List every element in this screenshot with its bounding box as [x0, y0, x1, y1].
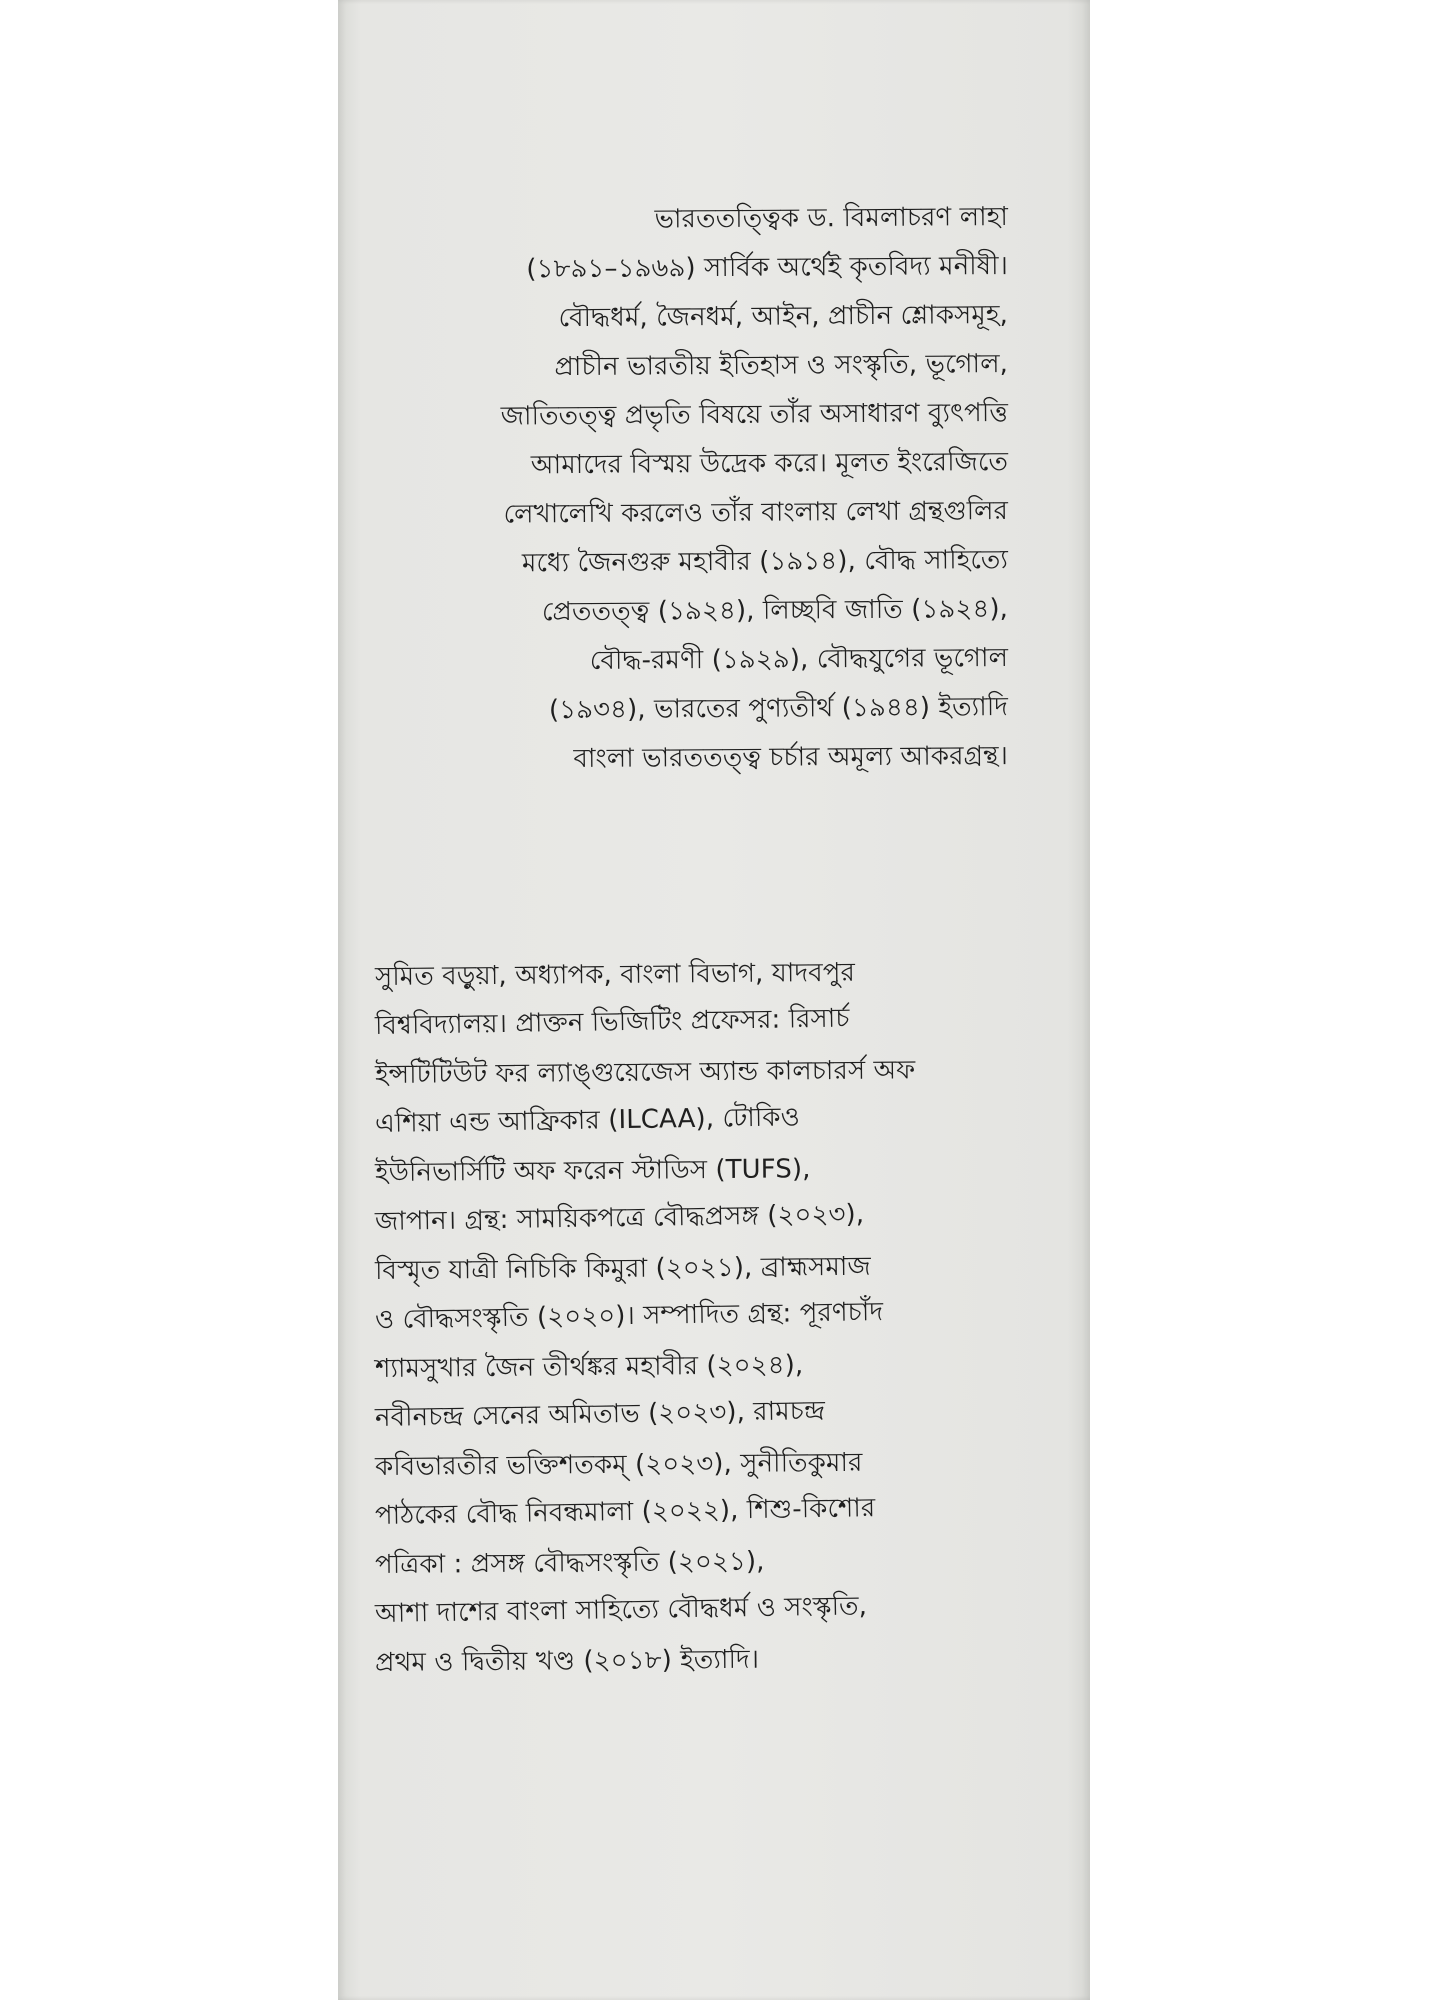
bio2-line: পাঠকের বৌদ্ধ নিবন্ধমালা (২০২২), শিশু-কিশোর [374, 1493, 876, 1531]
bio1-line: আমাদের বিস্ময় উদ্রেক করে। মূলত ইংরেজিতে [530, 447, 1009, 481]
bio1-line: প্রেততত্ত্ব (১৯২৪), লিচ্ছবি জাতি (১৯২৪), [541, 594, 1009, 628]
bio2-line: প্রথম ও দ্বিতীয় খণ্ড (২০১৮) ইত্যাদি। [374, 1644, 760, 1678]
bio2-line: বিস্মৃত যাত্রী নিচিকি কিমুরা (২০২১), ব্রাহ্মসমাজ [374, 1251, 871, 1286]
bio2-line: সুমিত বড়ুয়া, অধ্যাপক, বাংলা বিভাগ, যাদবপুর [374, 957, 856, 992]
author-bio-sumit-barua [375, 953, 1025, 1688]
bio2-line: নবীনচন্দ্র সেনের অমিতাভ (২০২৩), রামচন্দ্র [374, 1395, 826, 1433]
bio2-line: ও বৌদ্ধসংস্কৃতি (২০২০)। সম্পাদিত গ্রন্থ: পূরণচাঁদ [374, 1297, 884, 1335]
author-bio-bimalacharan-law [380, 193, 1008, 781]
bio2-line: বিশ্ববিদ্যালয়। প্রাক্তন ভিজিটিং প্রফেসর: রিসার্চ [374, 1003, 850, 1041]
bio2-line: এশিয়া এন্ড আফ্রিকার (ILCAA), টোকিও [374, 1102, 801, 1139]
bio1-line: মধ্যে জৈনগুরু মহাবীর (১৯১৪), বৌদ্ধ সাহিত্যে [521, 545, 1009, 579]
bio1-line: লেখালেখি করলেও তাঁর বাংলায় লেখা গ্রন্থগুলির [503, 496, 1009, 530]
bio1-line: বৌদ্ধ-রমণী (১৯২৯), বৌদ্ধযুগের ভূগোল [589, 643, 1009, 676]
bio1-line: প্রাচীন ভারতীয় ইতিহাস ও সংস্কৃতি, ভূগোল, [554, 349, 1009, 383]
bio1-line: জাতিতত্ত্ব প্রভৃতি বিষয়ে তাঁর অসাধারণ ব্যুৎপত্তি [500, 398, 1009, 432]
bio1-line: (১৮৯১–১৯৬৯) সার্বিক অর্থেই কৃতবিদ্য মনীষী। [526, 251, 1009, 285]
bio2-line: পত্রিকা : প্রসঙ্গ বৌদ্ধসংস্কৃতি (২০২১), [374, 1546, 765, 1580]
bio1-line: বাংলা ভারততত্ত্ব চর্চার অমূল্য আকরগ্রন্থ। [573, 741, 1009, 775]
bio1-line: (১৯৩৪), ভারতের পুণ্যতীর্থ (১৯৪৪) ইত্যাদি [548, 692, 1009, 726]
bio2-line: ইন্সটিটিউট ফর ল্যাঙ্গুয়েজেস অ্যান্ড কালচারর্স অফ [374, 1055, 916, 1090]
bio1-line: ভারততত্ত্বিক ড. বিমলাচরণ লাহা [654, 202, 1009, 235]
bio1-line: বৌদ্ধধর্ম, জৈনধর্ম, আইন, প্রাচীন শ্লোকসমূহ, [558, 300, 1009, 334]
bio2-line: ইউনিভার্সিটি অফ ফরেন স্টাডিস (TUFS), [374, 1154, 811, 1188]
bio2-line: আশা দাশের বাংলা সাহিত্যে বৌদ্ধধর্ম ও সংস্কৃতি, [374, 1591, 868, 1629]
bio2-line: শ্যামসুখার জৈন তীর্থঙ্কর মহাবীর (২০২৪), [374, 1350, 804, 1384]
bio2-line: কবিভারতীর ভক্তিশতকম্ (২০২৩), সুনীতিকুমার [374, 1447, 863, 1482]
bio2-line: জাপান। গ্রন্থ: সাময়িকপত্রে বৌদ্ধপ্রসঙ্গ (২০২৩), [374, 1199, 865, 1237]
